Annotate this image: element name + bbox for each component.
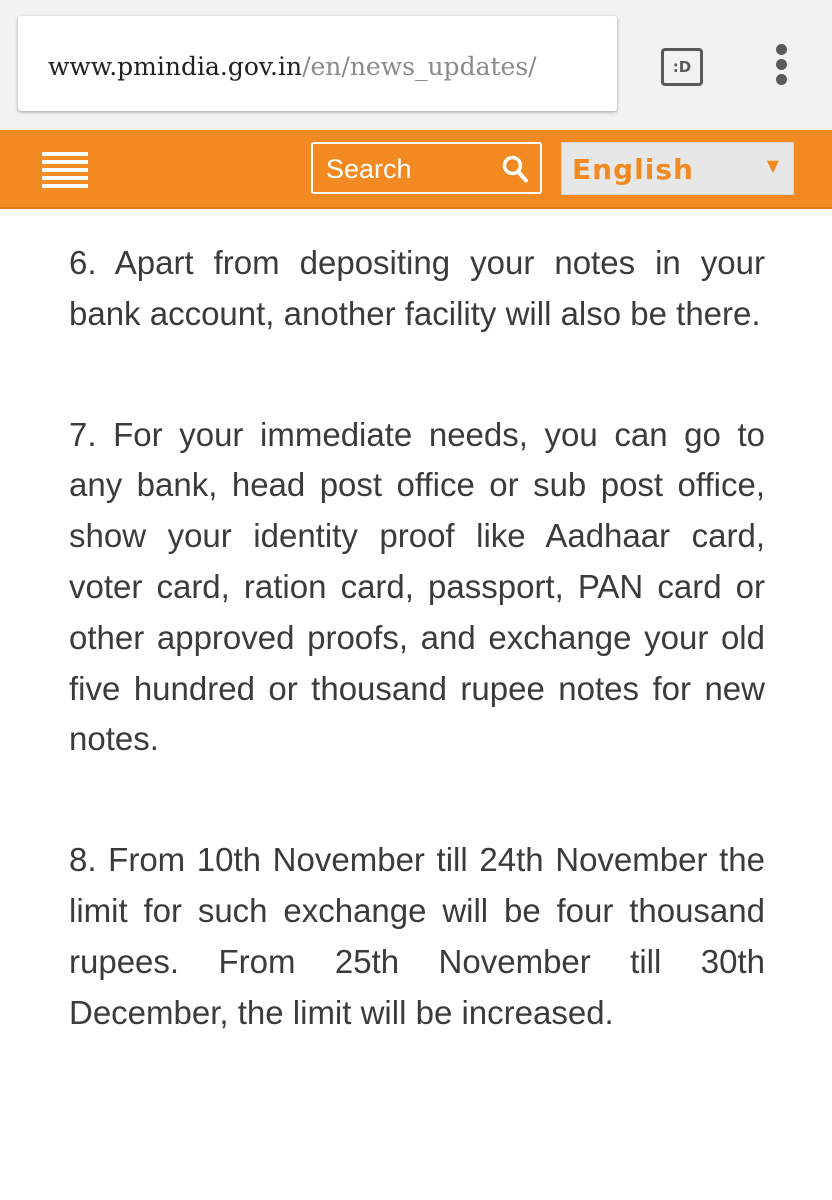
search-icon[interactable] <box>502 155 528 183</box>
language-selected-value: English <box>572 153 694 186</box>
address-bar[interactable] <box>18 16 617 111</box>
chevron-down-icon: ▼ <box>766 156 779 175</box>
article-content <box>69 238 765 1108</box>
language-select[interactable] <box>561 142 794 195</box>
paragraph-7: 7. For your immediate needs, you can go to any bank, head post office or sub post office, show your identity proof like Aadhaar card, voter card, ration card, passport, PAN card or other approved proofs, and exchange your old five hundred or thousand rupee notes for new notes. <box>69 415 765 758</box>
vertical-dots-icon[interactable] <box>770 44 794 86</box>
browser-toolbar <box>0 0 832 130</box>
site-header <box>0 130 832 209</box>
paragraph-8: 8. From 10th November till 24th November the limit for such exchange will be four thousand rupees. From 25th November till 30th December, the limit will be increased. <box>69 841 765 1031</box>
tab-switcher-button[interactable]: :D <box>661 48 703 86</box>
search-input[interactable] <box>311 142 542 194</box>
hamburger-icon[interactable] <box>42 152 88 188</box>
search-placeholder: Search <box>326 154 412 184</box>
paragraph-6: 6. Apart from depositing your notes in your bank account, another facility will also be there. <box>69 244 765 332</box>
url-path: /en/news_updates/ <box>302 52 537 81</box>
url-host: www.pmindia.gov.in <box>48 52 303 81</box>
